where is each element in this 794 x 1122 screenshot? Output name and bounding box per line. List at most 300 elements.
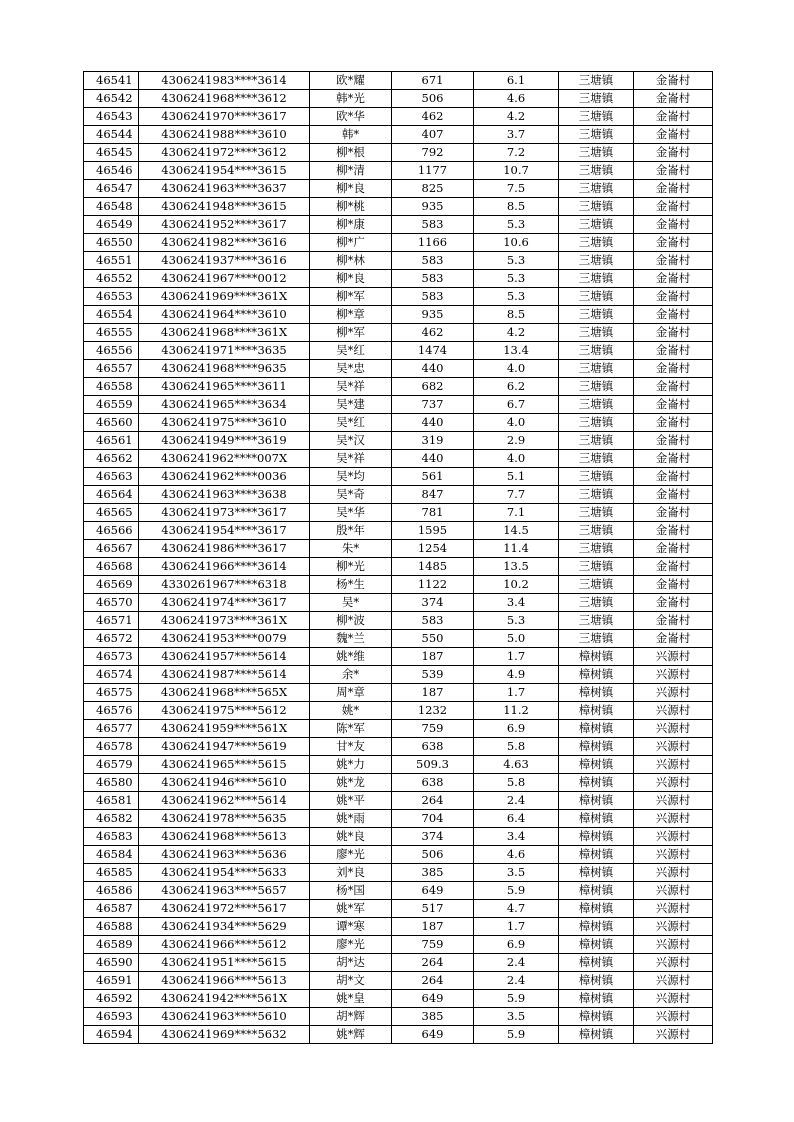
id-number-cell: 4306241962****0036 xyxy=(139,468,310,486)
village-cell: 金崙村 xyxy=(634,432,713,450)
table-row xyxy=(84,504,713,522)
table-row xyxy=(84,522,713,540)
seq-cell: 46560 xyxy=(84,414,139,432)
name-cell: 杨*国 xyxy=(310,882,392,900)
table-row xyxy=(84,702,713,720)
id-number-cell: 4306241962****007X xyxy=(139,450,310,468)
village-cell: 金崙村 xyxy=(634,288,713,306)
area-cell: 4.9 xyxy=(474,666,559,684)
table-row xyxy=(84,1008,713,1026)
amount-cell: 264 xyxy=(392,792,474,810)
name-cell: 柳*波 xyxy=(310,612,392,630)
id-number-cell: 4306241973****361X xyxy=(139,612,310,630)
town-cell: 三塘镇 xyxy=(559,414,634,432)
town-cell: 樟树镇 xyxy=(559,810,634,828)
name-cell: 姚*龙 xyxy=(310,774,392,792)
id-number-cell: 4306241963****5636 xyxy=(139,846,310,864)
table-row xyxy=(84,180,713,198)
town-cell: 三塘镇 xyxy=(559,486,634,504)
village-cell: 兴源村 xyxy=(634,828,713,846)
amount-cell: 506 xyxy=(392,846,474,864)
area-cell: 5.1 xyxy=(474,468,559,486)
id-number-cell: 4330261967****6318 xyxy=(139,576,310,594)
id-number-cell: 4306241968****9635 xyxy=(139,360,310,378)
seq-cell: 46552 xyxy=(84,270,139,288)
town-cell: 三塘镇 xyxy=(559,396,634,414)
amount-cell: 583 xyxy=(392,288,474,306)
seq-cell: 46564 xyxy=(84,486,139,504)
town-cell: 三塘镇 xyxy=(559,576,634,594)
id-number-cell: 4306241978****5635 xyxy=(139,810,310,828)
seq-cell: 46575 xyxy=(84,684,139,702)
area-cell: 3.5 xyxy=(474,1008,559,1026)
amount-cell: 462 xyxy=(392,108,474,126)
town-cell: 樟树镇 xyxy=(559,702,634,720)
name-cell: 吴*华 xyxy=(310,504,392,522)
area-cell: 6.4 xyxy=(474,810,559,828)
name-cell: 姚*力 xyxy=(310,756,392,774)
data-table xyxy=(83,71,713,1044)
town-cell: 樟树镇 xyxy=(559,1008,634,1026)
town-cell: 樟树镇 xyxy=(559,720,634,738)
name-cell: 胡*辉 xyxy=(310,1008,392,1026)
id-number-cell: 4306241949****3619 xyxy=(139,432,310,450)
name-cell: 陈*军 xyxy=(310,720,392,738)
seq-cell: 46541 xyxy=(84,72,139,90)
seq-cell: 46590 xyxy=(84,954,139,972)
town-cell: 三塘镇 xyxy=(559,432,634,450)
name-cell: 柳*章 xyxy=(310,306,392,324)
id-number-cell: 4306241957****5614 xyxy=(139,648,310,666)
village-cell: 金崙村 xyxy=(634,234,713,252)
id-number-cell: 4306241971****3635 xyxy=(139,342,310,360)
name-cell: 刘*良 xyxy=(310,864,392,882)
village-cell: 兴源村 xyxy=(634,900,713,918)
table-row xyxy=(84,756,713,774)
id-number-cell: 4306241962****5614 xyxy=(139,792,310,810)
area-cell: 13.4 xyxy=(474,342,559,360)
town-cell: 樟树镇 xyxy=(559,684,634,702)
village-cell: 兴源村 xyxy=(634,738,713,756)
name-cell: 姚*平 xyxy=(310,792,392,810)
town-cell: 樟树镇 xyxy=(559,792,634,810)
amount-cell: 704 xyxy=(392,810,474,828)
village-cell: 兴源村 xyxy=(634,936,713,954)
amount-cell: 935 xyxy=(392,306,474,324)
name-cell: 柳*林 xyxy=(310,252,392,270)
village-cell: 金崙村 xyxy=(634,396,713,414)
town-cell: 樟树镇 xyxy=(559,918,634,936)
town-cell: 樟树镇 xyxy=(559,774,634,792)
seq-cell: 46565 xyxy=(84,504,139,522)
id-number-cell: 4306241968****3612 xyxy=(139,90,310,108)
table-row xyxy=(84,486,713,504)
table-row xyxy=(84,72,713,90)
area-cell: 3.7 xyxy=(474,126,559,144)
table-row xyxy=(84,198,713,216)
id-number-cell: 4306241934****5629 xyxy=(139,918,310,936)
amount-cell: 1254 xyxy=(392,540,474,558)
town-cell: 三塘镇 xyxy=(559,198,634,216)
name-cell: 杨*生 xyxy=(310,576,392,594)
name-cell: 欧*耀 xyxy=(310,72,392,90)
village-cell: 金崙村 xyxy=(634,450,713,468)
amount-cell: 385 xyxy=(392,864,474,882)
name-cell: 欧*华 xyxy=(310,108,392,126)
name-cell: 吴*祥 xyxy=(310,378,392,396)
area-cell: 6.7 xyxy=(474,396,559,414)
id-number-cell: 4306241966****5613 xyxy=(139,972,310,990)
amount-cell: 1595 xyxy=(392,522,474,540)
town-cell: 三塘镇 xyxy=(559,360,634,378)
town-cell: 三塘镇 xyxy=(559,270,634,288)
name-cell: 魏*兰 xyxy=(310,630,392,648)
amount-cell: 671 xyxy=(392,72,474,90)
village-cell: 金崙村 xyxy=(634,522,713,540)
town-cell: 三塘镇 xyxy=(559,594,634,612)
id-number-cell: 4306241963****3637 xyxy=(139,180,310,198)
table-row xyxy=(84,108,713,126)
village-cell: 金崙村 xyxy=(634,216,713,234)
town-cell: 樟树镇 xyxy=(559,846,634,864)
id-number-cell: 4306241964****3610 xyxy=(139,306,310,324)
town-cell: 樟树镇 xyxy=(559,756,634,774)
seq-cell: 46585 xyxy=(84,864,139,882)
town-cell: 三塘镇 xyxy=(559,288,634,306)
area-cell: 10.6 xyxy=(474,234,559,252)
id-number-cell: 4306241987****5614 xyxy=(139,666,310,684)
name-cell: 姚*良 xyxy=(310,828,392,846)
town-cell: 三塘镇 xyxy=(559,540,634,558)
area-cell: 7.7 xyxy=(474,486,559,504)
id-number-cell: 4306241966****5612 xyxy=(139,936,310,954)
amount-cell: 1474 xyxy=(392,342,474,360)
village-cell: 兴源村 xyxy=(634,684,713,702)
seq-cell: 46571 xyxy=(84,612,139,630)
id-number-cell: 4306241947****5619 xyxy=(139,738,310,756)
village-cell: 金崙村 xyxy=(634,468,713,486)
name-cell: 柳*光 xyxy=(310,558,392,576)
seq-cell: 46556 xyxy=(84,342,139,360)
amount-cell: 847 xyxy=(392,486,474,504)
area-cell: 2.4 xyxy=(474,972,559,990)
seq-cell: 46551 xyxy=(84,252,139,270)
seq-cell: 46546 xyxy=(84,162,139,180)
seq-cell: 46563 xyxy=(84,468,139,486)
name-cell: 吴*建 xyxy=(310,396,392,414)
name-cell: 柳*广 xyxy=(310,234,392,252)
table-row xyxy=(84,900,713,918)
table-row xyxy=(84,468,713,486)
town-cell: 三塘镇 xyxy=(559,216,634,234)
village-cell: 兴源村 xyxy=(634,954,713,972)
name-cell: 吴*忠 xyxy=(310,360,392,378)
village-cell: 兴源村 xyxy=(634,756,713,774)
id-number-cell: 4306241969****5632 xyxy=(139,1026,310,1044)
village-cell: 金崙村 xyxy=(634,378,713,396)
seq-cell: 46548 xyxy=(84,198,139,216)
table-row xyxy=(84,1026,713,1044)
amount-cell: 506 xyxy=(392,90,474,108)
village-cell: 兴源村 xyxy=(634,720,713,738)
amount-cell: 759 xyxy=(392,720,474,738)
village-cell: 金崙村 xyxy=(634,108,713,126)
id-number-cell: 4306241968****361X xyxy=(139,324,310,342)
id-number-cell: 4306241972****5617 xyxy=(139,900,310,918)
town-cell: 樟树镇 xyxy=(559,900,634,918)
town-cell: 三塘镇 xyxy=(559,252,634,270)
id-number-cell: 4306241968****5613 xyxy=(139,828,310,846)
amount-cell: 550 xyxy=(392,630,474,648)
seq-cell: 46573 xyxy=(84,648,139,666)
table-body xyxy=(84,72,713,1044)
town-cell: 樟树镇 xyxy=(559,882,634,900)
amount-cell: 517 xyxy=(392,900,474,918)
table-row xyxy=(84,882,713,900)
seq-cell: 46574 xyxy=(84,666,139,684)
area-cell: 7.5 xyxy=(474,180,559,198)
name-cell: 柳*良 xyxy=(310,270,392,288)
seq-cell: 46569 xyxy=(84,576,139,594)
amount-cell: 935 xyxy=(392,198,474,216)
amount-cell: 187 xyxy=(392,684,474,702)
seq-cell: 46592 xyxy=(84,990,139,1008)
town-cell: 三塘镇 xyxy=(559,180,634,198)
id-number-cell: 4306241963****5657 xyxy=(139,882,310,900)
amount-cell: 1122 xyxy=(392,576,474,594)
table-row xyxy=(84,126,713,144)
area-cell: 5.3 xyxy=(474,216,559,234)
id-number-cell: 4306241965****3611 xyxy=(139,378,310,396)
area-cell: 8.5 xyxy=(474,198,559,216)
area-cell: 7.1 xyxy=(474,504,559,522)
id-number-cell: 4306241951****5615 xyxy=(139,954,310,972)
id-number-cell: 4306241952****3617 xyxy=(139,216,310,234)
name-cell: 吴* xyxy=(310,594,392,612)
area-cell: 4.0 xyxy=(474,360,559,378)
village-cell: 金崙村 xyxy=(634,576,713,594)
area-cell: 4.6 xyxy=(474,90,559,108)
name-cell: 韩* xyxy=(310,126,392,144)
village-cell: 兴源村 xyxy=(634,666,713,684)
name-cell: 柳*良 xyxy=(310,180,392,198)
area-cell: 5.9 xyxy=(474,990,559,1008)
town-cell: 三塘镇 xyxy=(559,126,634,144)
seq-cell: 46577 xyxy=(84,720,139,738)
town-cell: 三塘镇 xyxy=(559,630,634,648)
village-cell: 兴源村 xyxy=(634,792,713,810)
table-row xyxy=(84,288,713,306)
village-cell: 金崙村 xyxy=(634,72,713,90)
village-cell: 兴源村 xyxy=(634,864,713,882)
amount-cell: 561 xyxy=(392,468,474,486)
town-cell: 三塘镇 xyxy=(559,72,634,90)
table-row xyxy=(84,360,713,378)
id-number-cell: 4306241953****0079 xyxy=(139,630,310,648)
area-cell: 6.1 xyxy=(474,72,559,90)
name-cell: 柳*桃 xyxy=(310,198,392,216)
seq-cell: 46576 xyxy=(84,702,139,720)
village-cell: 兴源村 xyxy=(634,882,713,900)
table-row xyxy=(84,864,713,882)
amount-cell: 509.3 xyxy=(392,756,474,774)
id-number-cell: 4306241954****3617 xyxy=(139,522,310,540)
name-cell: 柳*清 xyxy=(310,162,392,180)
seq-cell: 46593 xyxy=(84,1008,139,1026)
table-row xyxy=(84,630,713,648)
village-cell: 兴源村 xyxy=(634,990,713,1008)
town-cell: 三塘镇 xyxy=(559,522,634,540)
area-cell: 11.4 xyxy=(474,540,559,558)
id-number-cell: 4306241974****3617 xyxy=(139,594,310,612)
village-cell: 金崙村 xyxy=(634,162,713,180)
village-cell: 金崙村 xyxy=(634,198,713,216)
seq-cell: 46558 xyxy=(84,378,139,396)
amount-cell: 825 xyxy=(392,180,474,198)
town-cell: 樟树镇 xyxy=(559,828,634,846)
amount-cell: 374 xyxy=(392,594,474,612)
area-cell: 4.2 xyxy=(474,324,559,342)
id-number-cell: 4306241983****3614 xyxy=(139,72,310,90)
amount-cell: 264 xyxy=(392,972,474,990)
area-cell: 10.2 xyxy=(474,576,559,594)
table-row xyxy=(84,828,713,846)
name-cell: 余* xyxy=(310,666,392,684)
name-cell: 柳*根 xyxy=(310,144,392,162)
amount-cell: 1485 xyxy=(392,558,474,576)
amount-cell: 319 xyxy=(392,432,474,450)
area-cell: 5.3 xyxy=(474,612,559,630)
table-row xyxy=(84,972,713,990)
seq-cell: 46542 xyxy=(84,90,139,108)
town-cell: 三塘镇 xyxy=(559,90,634,108)
table-row xyxy=(84,396,713,414)
amount-cell: 440 xyxy=(392,414,474,432)
town-cell: 三塘镇 xyxy=(559,468,634,486)
town-cell: 三塘镇 xyxy=(559,234,634,252)
id-number-cell: 4306241972****3612 xyxy=(139,144,310,162)
seq-cell: 46587 xyxy=(84,900,139,918)
amount-cell: 407 xyxy=(392,126,474,144)
id-number-cell: 4306241959****561X xyxy=(139,720,310,738)
table-row xyxy=(84,684,713,702)
town-cell: 三塘镇 xyxy=(559,306,634,324)
seq-cell: 46554 xyxy=(84,306,139,324)
table-row xyxy=(84,720,713,738)
id-number-cell: 4306241969****361X xyxy=(139,288,310,306)
amount-cell: 462 xyxy=(392,324,474,342)
seq-cell: 46586 xyxy=(84,882,139,900)
seq-cell: 46594 xyxy=(84,1026,139,1044)
table-row xyxy=(84,774,713,792)
table-row xyxy=(84,432,713,450)
id-number-cell: 4306241986****3617 xyxy=(139,540,310,558)
name-cell: 吴*汉 xyxy=(310,432,392,450)
seq-cell: 46544 xyxy=(84,126,139,144)
id-number-cell: 4306241963****5610 xyxy=(139,1008,310,1026)
village-cell: 金崙村 xyxy=(634,90,713,108)
id-number-cell: 4306241967****0012 xyxy=(139,270,310,288)
area-cell: 5.3 xyxy=(474,270,559,288)
seq-cell: 46580 xyxy=(84,774,139,792)
seq-cell: 46589 xyxy=(84,936,139,954)
amount-cell: 638 xyxy=(392,774,474,792)
area-cell: 8.5 xyxy=(474,306,559,324)
amount-cell: 583 xyxy=(392,252,474,270)
village-cell: 兴源村 xyxy=(634,648,713,666)
name-cell: 姚*辉 xyxy=(310,1026,392,1044)
table-row xyxy=(84,414,713,432)
village-cell: 金崙村 xyxy=(634,144,713,162)
id-number-cell: 4306241975****5612 xyxy=(139,702,310,720)
id-number-cell: 4306241975****3610 xyxy=(139,414,310,432)
area-cell: 5.3 xyxy=(474,288,559,306)
table-row xyxy=(84,378,713,396)
seq-cell: 46550 xyxy=(84,234,139,252)
town-cell: 樟树镇 xyxy=(559,738,634,756)
seq-cell: 46557 xyxy=(84,360,139,378)
amount-cell: 649 xyxy=(392,990,474,1008)
area-cell: 4.7 xyxy=(474,900,559,918)
village-cell: 金崙村 xyxy=(634,414,713,432)
seq-cell: 46549 xyxy=(84,216,139,234)
town-cell: 三塘镇 xyxy=(559,612,634,630)
table-row xyxy=(84,666,713,684)
name-cell: 谭*寒 xyxy=(310,918,392,936)
town-cell: 三塘镇 xyxy=(559,558,634,576)
amount-cell: 187 xyxy=(392,648,474,666)
village-cell: 金崙村 xyxy=(634,540,713,558)
table-row xyxy=(84,540,713,558)
name-cell: 吴*奇 xyxy=(310,486,392,504)
village-cell: 兴源村 xyxy=(634,846,713,864)
name-cell: 廖*光 xyxy=(310,846,392,864)
table-row xyxy=(84,90,713,108)
area-cell: 3.5 xyxy=(474,864,559,882)
village-cell: 兴源村 xyxy=(634,972,713,990)
table-row xyxy=(84,324,713,342)
village-cell: 金崙村 xyxy=(634,324,713,342)
table-row xyxy=(84,450,713,468)
id-number-cell: 4306241937****3616 xyxy=(139,252,310,270)
seq-cell: 46566 xyxy=(84,522,139,540)
name-cell: 周*章 xyxy=(310,684,392,702)
area-cell: 7.2 xyxy=(474,144,559,162)
village-cell: 金崙村 xyxy=(634,306,713,324)
amount-cell: 759 xyxy=(392,936,474,954)
town-cell: 樟树镇 xyxy=(559,666,634,684)
amount-cell: 440 xyxy=(392,360,474,378)
amount-cell: 583 xyxy=(392,216,474,234)
area-cell: 4.0 xyxy=(474,450,559,468)
seq-cell: 46543 xyxy=(84,108,139,126)
area-cell: 5.9 xyxy=(474,1026,559,1044)
name-cell: 吴*红 xyxy=(310,414,392,432)
table-row xyxy=(84,954,713,972)
name-cell: 朱* xyxy=(310,540,392,558)
amount-cell: 682 xyxy=(392,378,474,396)
town-cell: 樟树镇 xyxy=(559,1026,634,1044)
town-cell: 樟树镇 xyxy=(559,936,634,954)
name-cell: 姚*军 xyxy=(310,900,392,918)
area-cell: 6.9 xyxy=(474,720,559,738)
area-cell: 13.5 xyxy=(474,558,559,576)
town-cell: 三塘镇 xyxy=(559,378,634,396)
amount-cell: 187 xyxy=(392,918,474,936)
town-cell: 三塘镇 xyxy=(559,450,634,468)
table-row xyxy=(84,306,713,324)
area-cell: 5.8 xyxy=(474,738,559,756)
